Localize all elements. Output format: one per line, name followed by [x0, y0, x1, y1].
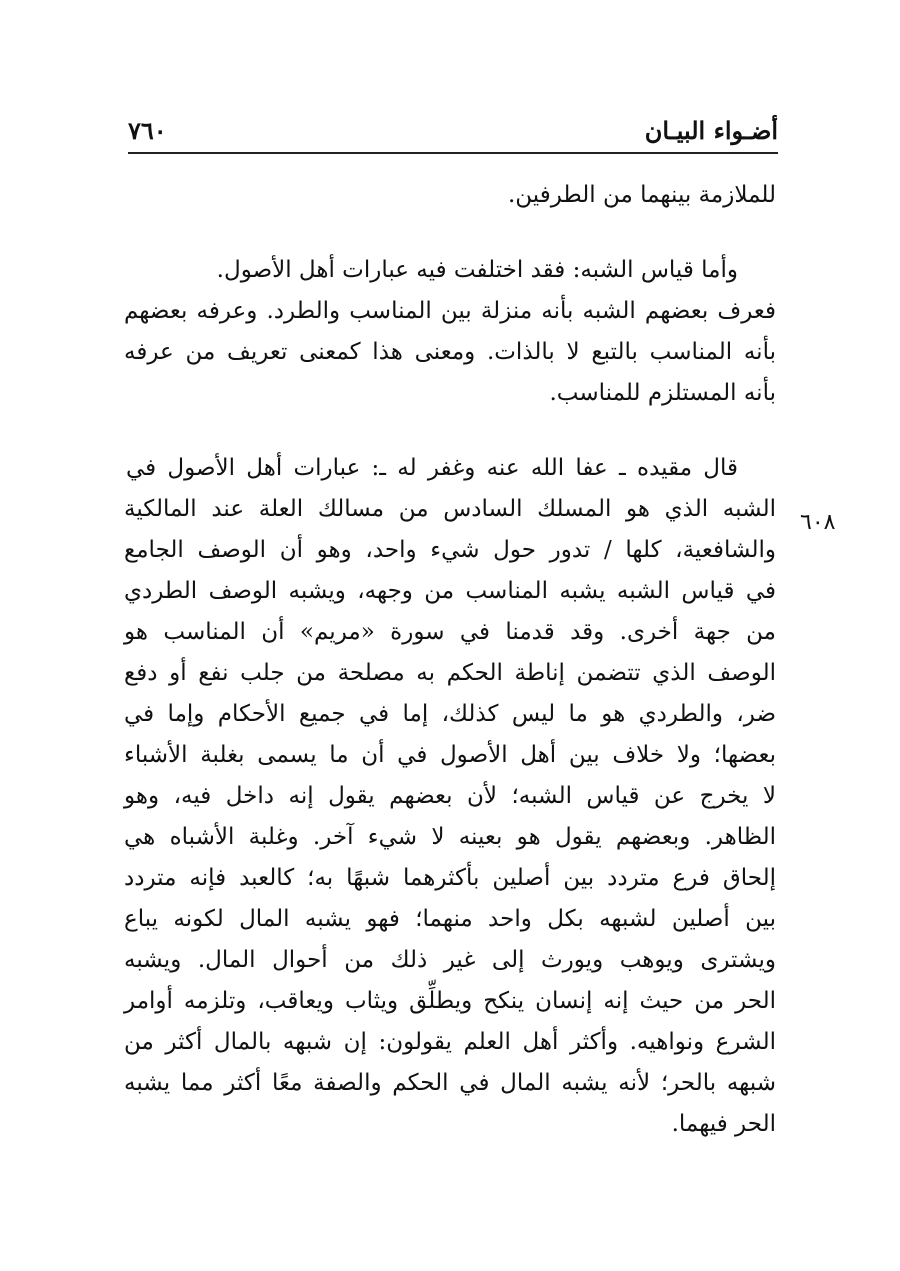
text-line: فعرف بعضهم الشبه بأنه منزلة بين المناسب والطرد. وعرفه بعضهم	[124, 298, 776, 324]
text-line: لا يخرج عن قياس الشبه؛ لأن بعضهم يقول إنه داخل فيه، وهو	[124, 783, 776, 809]
text-line: من جهة أخرى. وقد قدمنا في سورة «مريم» أن المناسب هو	[124, 619, 776, 645]
text-line: الحر من حيث إنه إنسان ينكح ويطلِّق ويثاب ويعاقب، وتلزمه أوامر	[124, 988, 776, 1014]
text-line: ضر، والطردي هو ما ليس كذلك، إما في جميع الأحكام وإما في	[124, 701, 776, 727]
text-line: للملازمة بينهما من الطرفين.	[507, 182, 776, 208]
text-line: بعضها؛ ولا خلاف بين أهل الأصول في أن ما يسمى بغلبة الأشباء	[124, 742, 776, 768]
text-line: بأنه المناسب بالتبع لا بالذات. ومعنى هذا كمعنى تعريف من عرفه	[124, 339, 776, 365]
book-title: أضـواء البيـان	[644, 116, 778, 145]
text-line: وأما قياس الشبه: فقد اختلفت فيه عبارات أهل الأصول.	[216, 257, 738, 283]
text-line: في قياس الشبه يشبه المناسب من وجهه، ويشبه الوصف الطردي	[124, 578, 776, 604]
text-line: شبهه بالحر؛ لأنه يشبه المال في الحكم والصفة معًا أكثر مما يشبه	[124, 1070, 776, 1096]
text-line: الحر فيهما.	[671, 1111, 776, 1137]
text-line: الوصف الذي تتضمن إناطة الحكم به مصلحة من جلب نفع أو دفع	[124, 660, 776, 686]
text-line: والشافعية، كلها / تدور حول شيء واحد، وهو أن الوصف الجامع	[124, 537, 776, 563]
text-line: بأنه المستلزم للمناسب.	[549, 380, 776, 406]
margin-page-reference: ٦٠٨	[800, 510, 836, 535]
text-line: قال مقيده ـ عفا الله عنه وغفر له ـ: عبارات أهل الأصول في	[126, 455, 738, 481]
text-line: الظاهر. وبعضهم يقول هو بعينه لا شيء آخر. وغلبة الأشباه هي	[124, 824, 776, 850]
text-line: إلحاق فرع متردد بين أصلين بأكثرهما شبهًا به؛ كالعبد فإنه متردد	[124, 865, 776, 891]
page-number: ٧٦٠	[128, 116, 167, 145]
page-header	[128, 112, 778, 154]
text-line: بين أصلين لشبهه بكل واحد منهما؛ فهو يشبه المال لكونه يباع	[124, 906, 776, 932]
text-line: الشبه الذي هو المسلك السادس من مسالك العلة عند المالكية	[124, 496, 776, 522]
text-line: ويشترى ويوهب ويورث إلى غير ذلك من أحوال المال. ويشبه	[124, 947, 776, 973]
text-line: الشرع ونواهيه. وأكثر أهل العلم يقولون: إن شبهه بالمال أكثر من	[124, 1029, 776, 1055]
